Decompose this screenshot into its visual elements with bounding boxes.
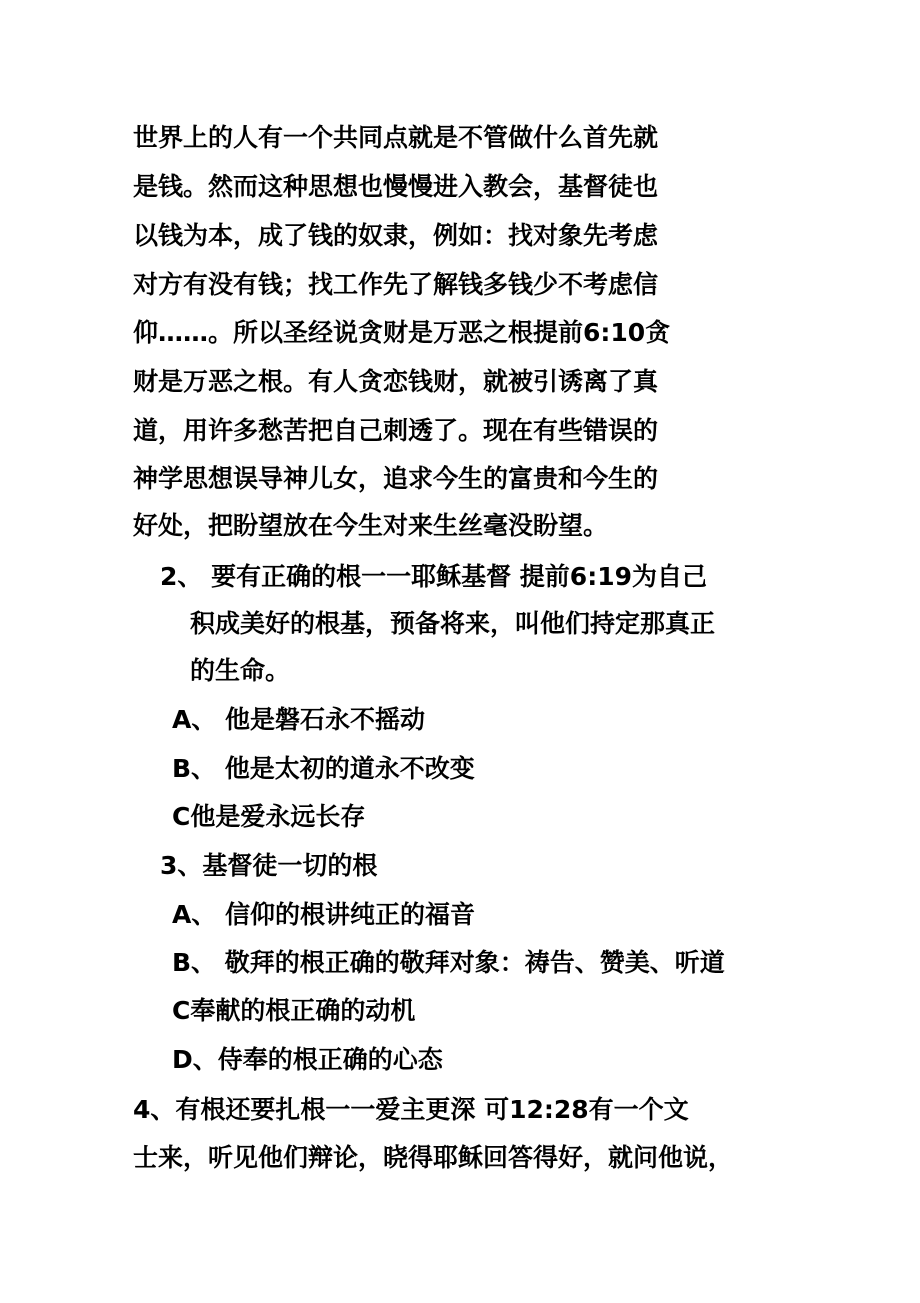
list-item-c1: C他是爱永远长存: [172, 802, 366, 831]
text-line-11: 积成美好的根基，预备将来，叫他们持定那真正: [190, 609, 716, 638]
text-line-5: 仰……。所以圣经说贪财是万恶之根提前6:10贪: [133, 318, 671, 347]
text-line-8: 神学思想误导神儿女，追求今生的富贵和今生的: [133, 464, 659, 493]
text-line-12: 的生命。: [190, 656, 291, 685]
list-item-a1: A、 他是磐石永不摇动: [172, 705, 426, 734]
text-line-1: 世界上的人有一个共同点就是不管做什么首先就: [133, 123, 659, 152]
list-item-b2: B、 敬拜的根正确的敬拜对象：祷告、赞美、听道: [172, 948, 725, 977]
text-line-9: 好处，把盼望放在今生对来生丝毫没盼望。: [133, 511, 609, 540]
text-line-7: 道，用许多愁苦把自己刺透了。现在有些错误的: [133, 416, 659, 445]
list-item-d2: D、侍奉的根正确的心态: [172, 1045, 443, 1074]
text-line-3: 以钱为本，成了钱的奴隶，例如：找对象先考虑: [133, 221, 659, 250]
list-item-a2: A、 信仰的根讲纯正的福音: [172, 900, 476, 929]
list-item-b1: B、 他是太初的道永不改变: [172, 754, 475, 783]
heading-3: 3、基督徒一切的根: [160, 851, 378, 880]
text-line-6: 财是万恶之根。有人贪恋钱财，就被引诱离了真: [133, 367, 659, 396]
list-item-c2: C奉献的根正确的动机: [172, 996, 416, 1025]
heading-2: 2、 要有正确的根一一耶稣基督 提前6:19为自己: [160, 562, 707, 591]
text-line-2: 是钱。然而这种思想也慢慢进入教会，基督徒也: [133, 172, 659, 201]
text-line-4: 对方有没有钱；找工作先了解钱多钱少不考虑信: [133, 270, 659, 299]
text-line-22: 士来，听见他们辩论，晓得耶稣回答得好，就问他说，: [133, 1143, 734, 1172]
heading-4: 4、有根还要扎根一一爱主更深 可12:28有一个文: [133, 1095, 689, 1124]
